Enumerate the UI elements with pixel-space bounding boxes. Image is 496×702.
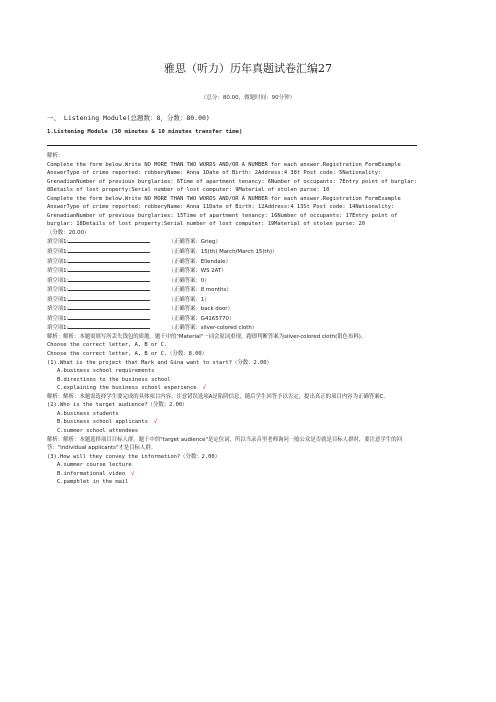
blank-underline (68, 247, 150, 253)
blank-answer-row (47, 295, 419, 305)
option-item (47, 376, 419, 385)
blank-underline (68, 285, 150, 291)
option-item (47, 470, 419, 479)
blank-label: 填空项1: (47, 306, 69, 313)
blank-label: 填空项1: (47, 239, 69, 246)
correct-answer: （正确答案：8 months） (168, 287, 232, 294)
blank-label: 填空项1: (47, 296, 69, 303)
option-text: A.business school requirements (57, 368, 155, 375)
analysis-paragraph: 解析：解析：本题需填写所丢失钱包的质地。题干中的"Material"一词会原词重现，跑即判断答案为silver-colored cloth(银色布料)。 (47, 333, 367, 340)
correct-answer: （正确答案：15(th) March/March 15(th)） (168, 249, 278, 256)
blank-answer-row (47, 237, 419, 247)
correct-answer: （正确答案：WS 2AT） (168, 268, 227, 275)
blank-label: 填空项1: (47, 258, 69, 265)
document-title: 雅思（听力）历年真题试卷汇编27 (164, 62, 332, 75)
instruction-paragraph-2: Complete the form below.Write NO MORE THAN TWO WORDS AND/OR A NUMBER for each answer.Registration FormExample AnswerType of crime reported: robberyName: Anna 11Date of Birth: 12Address:4 13St Post code: 14Nationality: GrenadianNumber of previous burglaries: 15Time of apartment tenancy: 16Number of occupants: 17Entry point of burglar: 18Details of lost property:Serial number of lost computer: 19Material of stolen purse: 20 (47, 195, 401, 228)
answer-rule (47, 145, 417, 146)
blank-answer-row (47, 257, 419, 267)
blank-label: 填空项1: (47, 287, 69, 294)
blank-list (47, 237, 419, 332)
option-text: A.business students (57, 410, 119, 417)
option-item (47, 461, 419, 470)
question-2-options (47, 410, 419, 436)
blank-answer-row (47, 323, 419, 333)
question-1-analysis: 解析：解析：本题需选择学生要完成的具体项目内容。注意错误选项A是陷阱信息，随后学生回答予以否定，提出真正的项目内容为正确答案C。 (47, 393, 389, 400)
blank-underline (68, 323, 150, 329)
blank-underline (68, 257, 150, 263)
blank-label: 填空项1: (47, 249, 69, 256)
check-mark-icon: √ (153, 419, 158, 426)
option-text: B.informational video (57, 470, 126, 477)
blank-underline (68, 314, 150, 320)
option-item (47, 367, 419, 376)
question-2-text: (2).Who is the target audience?（分数：2.00） (47, 402, 188, 409)
question-3-options (47, 461, 419, 487)
section-heading: 一、 Listening Module(总题数：8，分数：80.00) (47, 114, 210, 122)
blank-answer-row (47, 247, 419, 257)
check-mark-icon: √ (131, 470, 135, 477)
blank-answer-row (47, 314, 419, 324)
question-1-options (47, 367, 419, 393)
blank-underline (68, 237, 150, 243)
blank-underline (68, 276, 150, 282)
document-subtitle: （总分：80.00，做题时间：90分钟） (200, 95, 296, 101)
explain-label: 解析： (47, 153, 64, 159)
blank-answer-row (47, 266, 419, 276)
question-2-analysis: 解析：解析：本题选择项目目标人群。题干中的"target audience"是定位词，所以当录音里老师询问一般公众是否就是目标人群时，要注意学生的回答："individual applicants"才是目标人群。 (47, 436, 402, 452)
blank-label: 填空项1: (47, 277, 69, 284)
blank-underline (68, 266, 150, 272)
option-text: C.pamphlet in the mail (57, 479, 129, 486)
blank-answer-row (47, 285, 419, 295)
instruction-paragraph-1: Complete the form below.Write NO MORE THAN TWO WORDS AND/OR A NUMBER for each answer.Registration FormExample AnswerType of crime reported: robberyName: Anna 1Date of Birth: 2Address:4 38t Post code: 5Nationality: GrenadianNumber of previous burglaries: 6Time of apartment tenancy: 6Number of occupants: 7Entry point of burglar: 8Details of lost property:Serial number of lost computer: 9Material of stolen purse: 10 (47, 161, 417, 194)
option-item (47, 478, 419, 487)
blank-label: 填空项1: (47, 268, 69, 275)
option-item (47, 427, 419, 436)
correct-answer: （正确答案：1） (168, 296, 210, 303)
option-item (47, 418, 419, 427)
option-text: A.summer course lecture (57, 462, 132, 469)
blank-underline (68, 295, 150, 301)
option-text: B.business school applicants (57, 419, 148, 426)
question-3-text: (3).How will they convey the information?（分数：2.00） (47, 453, 220, 460)
option-text: B.directions to the business school (57, 376, 171, 383)
question-1-text: (1).What is the project that Mark and Gina want to start?（分数：2.00） (47, 359, 272, 366)
correct-answer: （正确答案：Grieg） (168, 239, 221, 246)
blank-answer-row (47, 304, 419, 314)
blank-label: 填空项1: (47, 325, 69, 332)
correct-answer: （正确答案：0） (168, 277, 210, 284)
option-item (47, 410, 419, 419)
question-1-label: 1.Listening Module (30 minutes & 10 minutes transfer time) (47, 129, 243, 135)
correct-answer: （正确答案：back door） (168, 306, 233, 313)
document-content (47, 152, 419, 487)
correct-answer: （正确答案：Ellendale） (168, 258, 231, 265)
option-item (47, 384, 419, 393)
score-line: （分数：20.00） (47, 229, 90, 236)
correct-answer: （正确答案：silver-colored cloth） (168, 325, 258, 332)
correct-answer: （正确答案：G4165770） (168, 315, 235, 322)
option-text: C.explaining the business school experience (57, 385, 197, 392)
blank-underline (68, 304, 150, 310)
blank-label: 填空项1: (47, 315, 69, 322)
option-text: C.summer school attendees (57, 427, 139, 434)
check-mark-icon: √ (202, 385, 206, 392)
choose-instruction-1: Choose the correct letter, A, B or C. (47, 342, 168, 349)
choose-instruction-2: Choose the correct letter, A, B or C.（分数：8.00） (47, 351, 208, 358)
blank-answer-row (47, 276, 419, 286)
